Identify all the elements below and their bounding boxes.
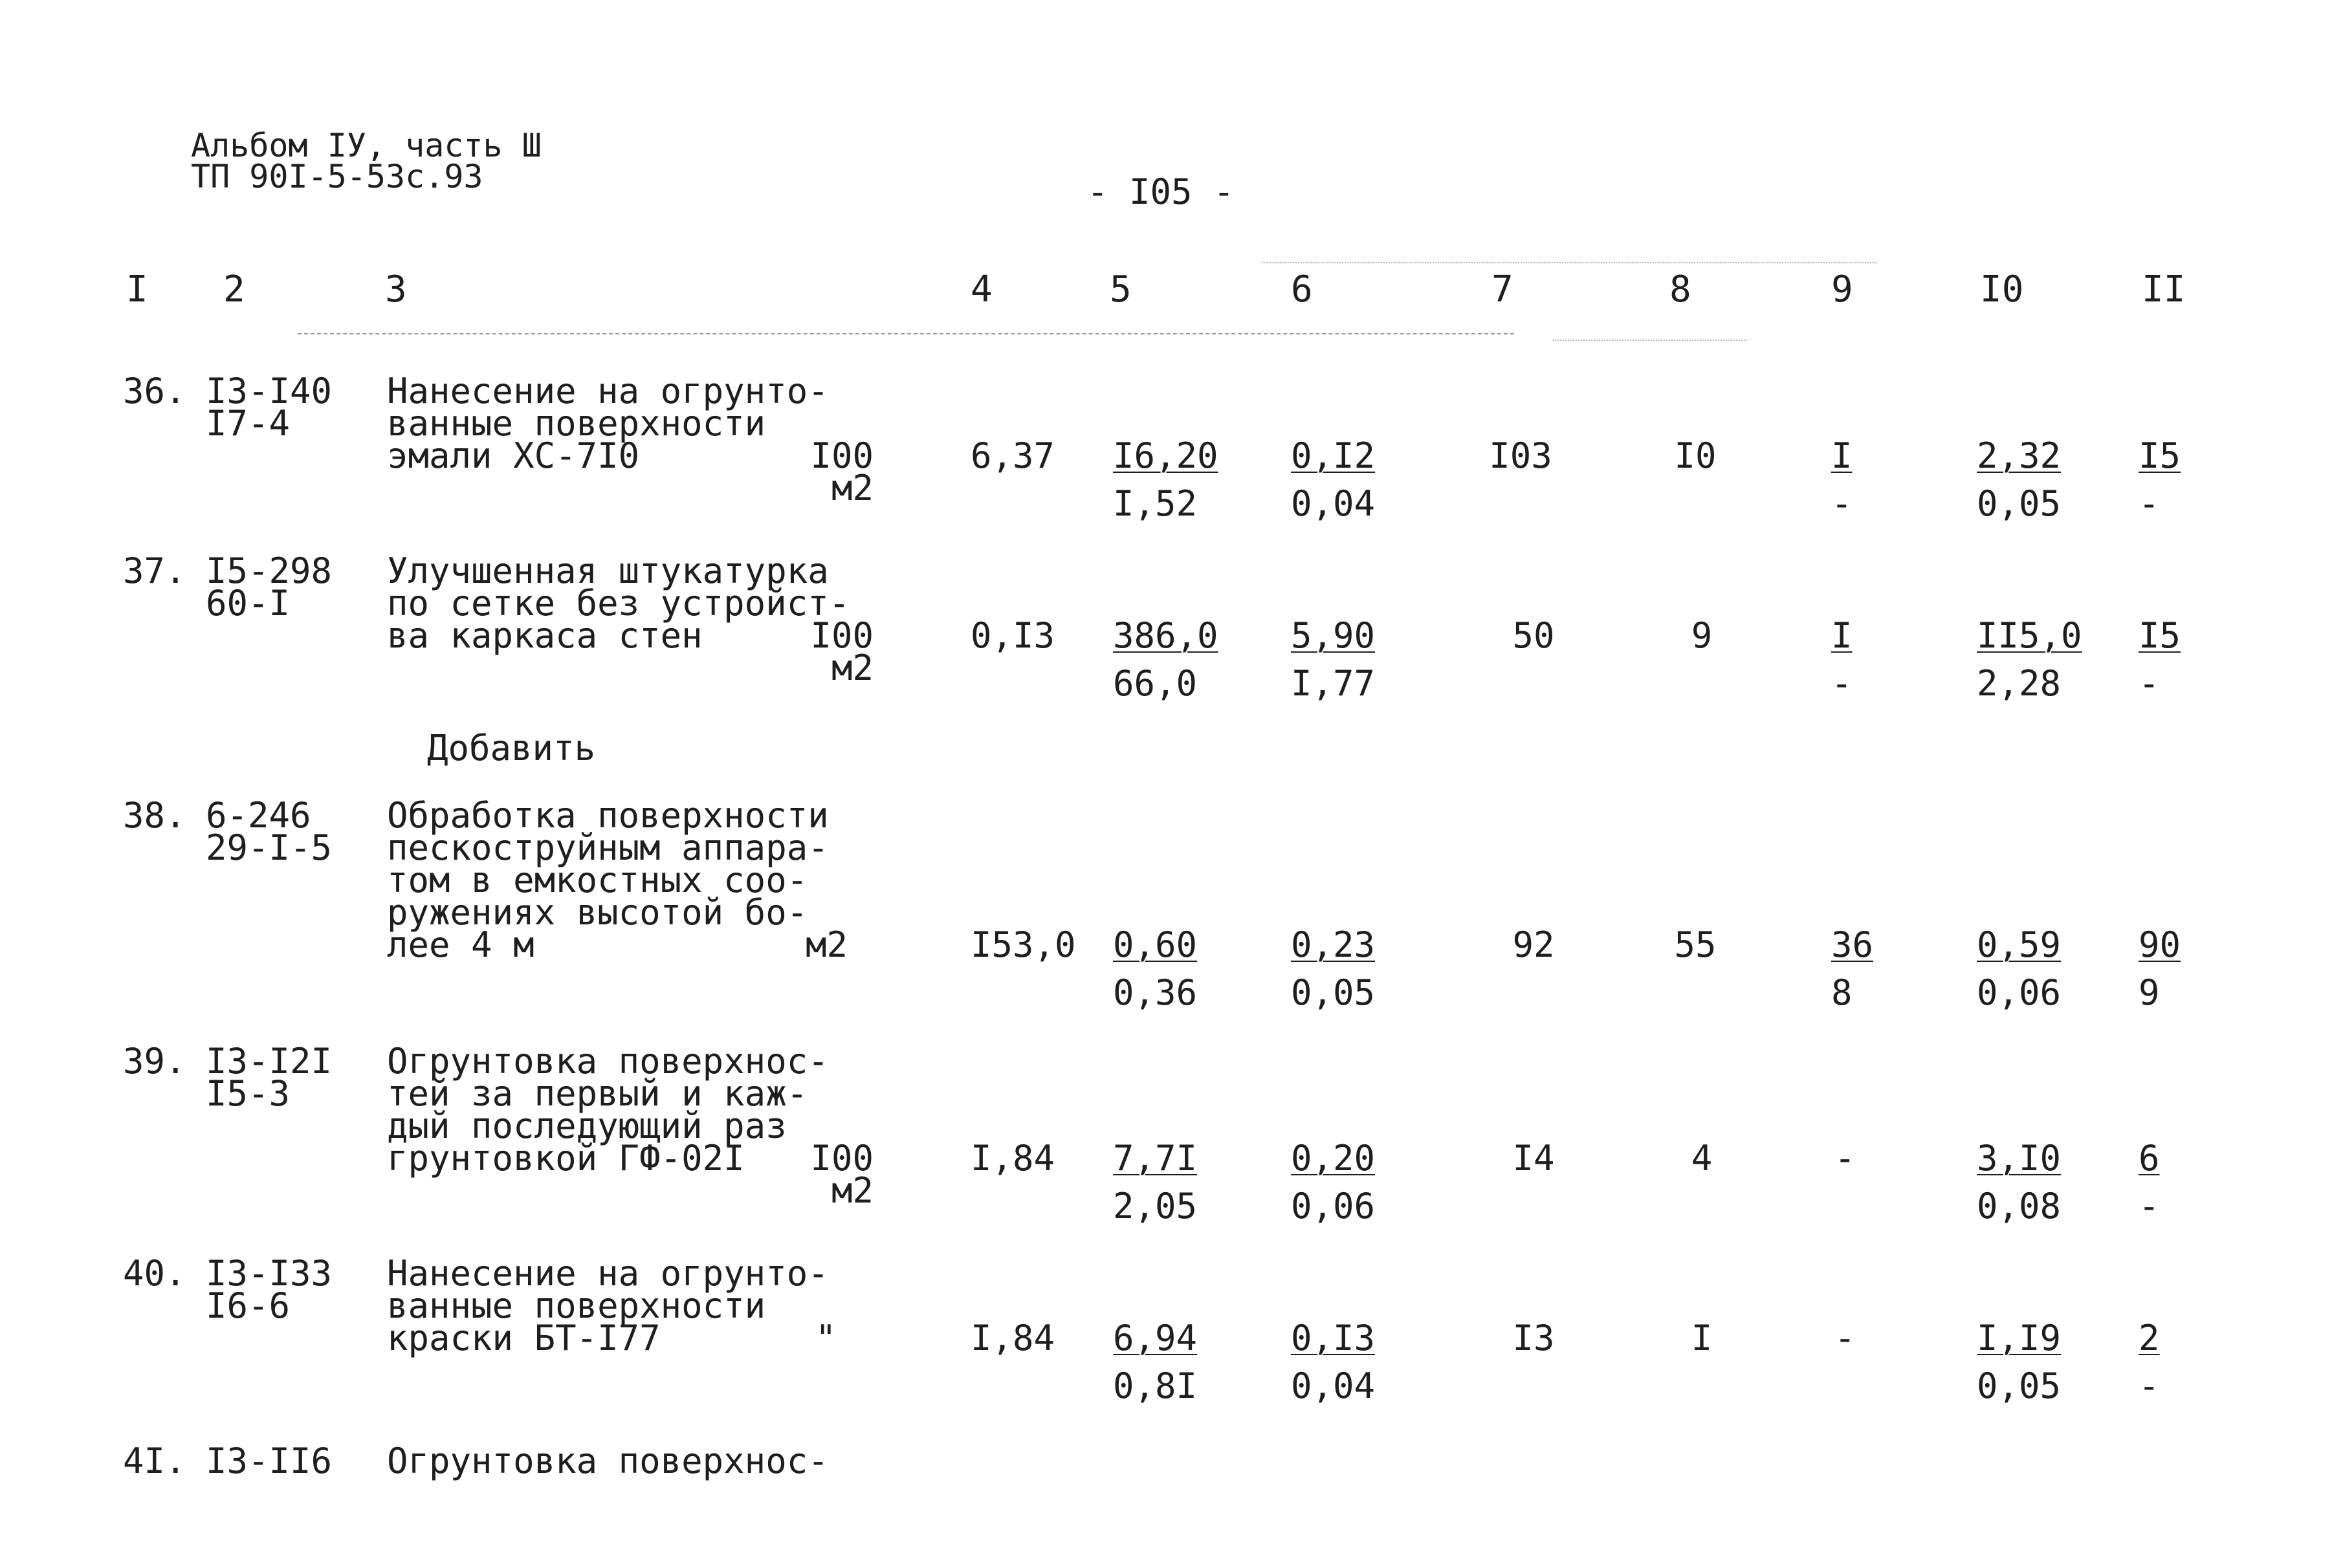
norm-code: I5-298 [206, 550, 333, 591]
column-10-sub: 0,06 [1977, 972, 2062, 1013]
machine-wages: 0,04 [1291, 1366, 1376, 1406]
header-rule-top [1262, 262, 1876, 263]
column-7-value: 50 [1512, 615, 1555, 656]
row-number: 4I. [123, 1441, 186, 1481]
header-rule [298, 333, 1514, 334]
work-description: Улучшенная штукатурка [387, 550, 829, 591]
column-11-value: 2 [2139, 1318, 2160, 1358]
column-8-value: 4 [1691, 1138, 1713, 1179]
norm-code: 6-246 [206, 795, 311, 836]
quantity: I53,0 [971, 924, 1076, 965]
column-10-sub: 0,08 [1977, 1186, 2062, 1226]
column-9-sub: - [1831, 483, 1853, 524]
norm-code: I3-I40 [206, 371, 333, 411]
norm-code: 29-I-5 [206, 827, 333, 868]
column-9-value: I [1831, 615, 1853, 656]
cost-wages: I,52 [1113, 483, 1198, 524]
column-7-value: I3 [1512, 1318, 1555, 1358]
cost-wages: 0,36 [1113, 972, 1198, 1013]
machine-cost: 0,I2 [1291, 435, 1376, 476]
column-10-value: I,I9 [1977, 1318, 2062, 1358]
column-10-sub: 0,05 [1977, 483, 2062, 524]
unit: м2 [831, 468, 874, 508]
section-label: Добавить [427, 728, 596, 768]
column-9-value: 36 [1831, 924, 1874, 965]
work-description: ванные поверхности [387, 1285, 766, 1326]
unit: м2 [806, 924, 848, 965]
column-11-value: 90 [2139, 924, 2181, 965]
column-7-value: I4 [1512, 1138, 1555, 1179]
column-10-value: 2,32 [1977, 435, 2062, 476]
norm-code: I3-I2I [206, 1041, 333, 1082]
cost-wages: 2,05 [1113, 1186, 1198, 1226]
column-header: 6 [1291, 268, 1313, 310]
work-description: Обработка поверхности [387, 795, 829, 836]
norm-code: I5-3 [206, 1073, 291, 1114]
work-description: дый последующий раз [387, 1105, 787, 1146]
column-9-value: I [1831, 435, 1853, 476]
column-8-value: I0 [1674, 435, 1717, 476]
row-number: 38. [123, 795, 186, 836]
unit: м2 [831, 648, 874, 688]
row-number: 37. [123, 550, 186, 591]
cost-wages: 0,8I [1113, 1366, 1198, 1406]
column-8-value: 9 [1691, 615, 1713, 656]
cost-total: 7,7I [1113, 1138, 1198, 1179]
column-header: 9 [1831, 268, 1853, 310]
work-description: грунтовкой ГФ-02I [387, 1138, 745, 1179]
machine-wages: 0,04 [1291, 483, 1376, 524]
norm-code: I6-6 [206, 1285, 291, 1326]
machine-wages: I,77 [1291, 663, 1376, 704]
machine-cost: 0,23 [1291, 924, 1376, 965]
column-11-value: I5 [2139, 435, 2181, 476]
column-9-sub: - [1831, 663, 1853, 704]
column-11-sub: - [2139, 483, 2160, 524]
machine-wages: 0,05 [1291, 972, 1376, 1013]
unit: I00 [810, 435, 874, 476]
column-7-value: 92 [1512, 924, 1555, 965]
quantity: I,84 [971, 1318, 1055, 1358]
column-9-sub: 8 [1831, 972, 1853, 1013]
work-description: Огрунтовка поверхнос- [387, 1041, 829, 1082]
quantity: 6,37 [971, 435, 1055, 476]
work-description: Нанесение на огрунто- [387, 1253, 829, 1294]
column-header: I0 [1980, 268, 2024, 310]
unit: I00 [810, 1138, 874, 1179]
work-description: Огрунтовка поверхнос- [387, 1441, 829, 1481]
machine-wages: 0,06 [1291, 1186, 1376, 1226]
page-number: - I05 - [1087, 171, 1235, 212]
column-8-value: I [1691, 1318, 1713, 1358]
quantity: I,84 [971, 1138, 1055, 1179]
work-description: ванные поверхности [387, 403, 766, 444]
row-number: 36. [123, 371, 186, 411]
machine-cost: 0,I3 [1291, 1318, 1376, 1358]
row-number: 40. [123, 1253, 186, 1294]
document-code: ТП 90I-5-53с.93 [191, 158, 483, 195]
machine-cost: 5,90 [1291, 615, 1376, 656]
column-8-value: 55 [1674, 924, 1717, 965]
column-10-value: II5,0 [1977, 615, 2082, 656]
work-description: ва каркаса стен [387, 615, 703, 656]
unit: м2 [831, 1170, 874, 1211]
column-header: 8 [1669, 268, 1691, 310]
column-9-value: - [1834, 1138, 1856, 1179]
work-description: том в емкостных соо- [387, 860, 808, 900]
column-header: II [2142, 268, 2186, 310]
column-9-value: - [1834, 1318, 1856, 1358]
unit: I00 [810, 615, 874, 656]
column-7-value: I03 [1489, 435, 1552, 476]
column-11-value: I5 [2139, 615, 2181, 656]
column-11-value: 6 [2139, 1138, 2160, 1179]
column-10-sub: 0,05 [1977, 1366, 2062, 1406]
work-description: краски БТ-I77 [387, 1318, 661, 1358]
row-number: 39. [123, 1041, 186, 1082]
album-label: Альбом IУ, часть Ш [191, 127, 542, 164]
header-rule [1553, 340, 1747, 341]
work-description: Нанесение на огрунто- [387, 371, 829, 411]
quantity: 0,I3 [971, 615, 1055, 656]
column-header: 2 [223, 268, 245, 310]
column-header: I [126, 268, 148, 310]
cost-wages: 66,0 [1113, 663, 1198, 704]
work-description: пескоструйным аппара- [387, 827, 829, 868]
cost-total: I6,20 [1113, 435, 1218, 476]
column-header: 3 [385, 268, 407, 310]
norm-code: I7-4 [206, 403, 291, 444]
column-10-sub: 2,28 [1977, 663, 2062, 704]
cost-total: 6,94 [1113, 1318, 1198, 1358]
column-header: 5 [1110, 268, 1132, 310]
work-description: лее 4 м [387, 924, 534, 965]
column-header: 7 [1491, 268, 1513, 310]
column-header: 4 [971, 268, 993, 310]
column-11-sub: - [2139, 663, 2160, 704]
work-description: тей за первый и каж- [387, 1073, 808, 1114]
column-11-sub: - [2139, 1366, 2160, 1406]
work-description: эмали ХС-7I0 [387, 435, 640, 476]
norm-code: I3-I33 [206, 1253, 333, 1294]
column-10-value: 0,59 [1977, 924, 2062, 965]
unit-ditto: " [815, 1318, 837, 1358]
cost-total: 386,0 [1113, 615, 1218, 656]
column-11-sub: - [2139, 1186, 2160, 1226]
work-description: по сетке без устройст- [387, 583, 850, 624]
machine-cost: 0,20 [1291, 1138, 1376, 1179]
cost-total: 0,60 [1113, 924, 1198, 965]
work-description: ружениях высотой бо- [387, 892, 808, 933]
norm-code: 60-I [206, 583, 291, 624]
column-10-value: 3,I0 [1977, 1138, 2062, 1179]
norm-code: I3-II6 [206, 1441, 333, 1481]
column-11-sub: 9 [2139, 972, 2160, 1013]
